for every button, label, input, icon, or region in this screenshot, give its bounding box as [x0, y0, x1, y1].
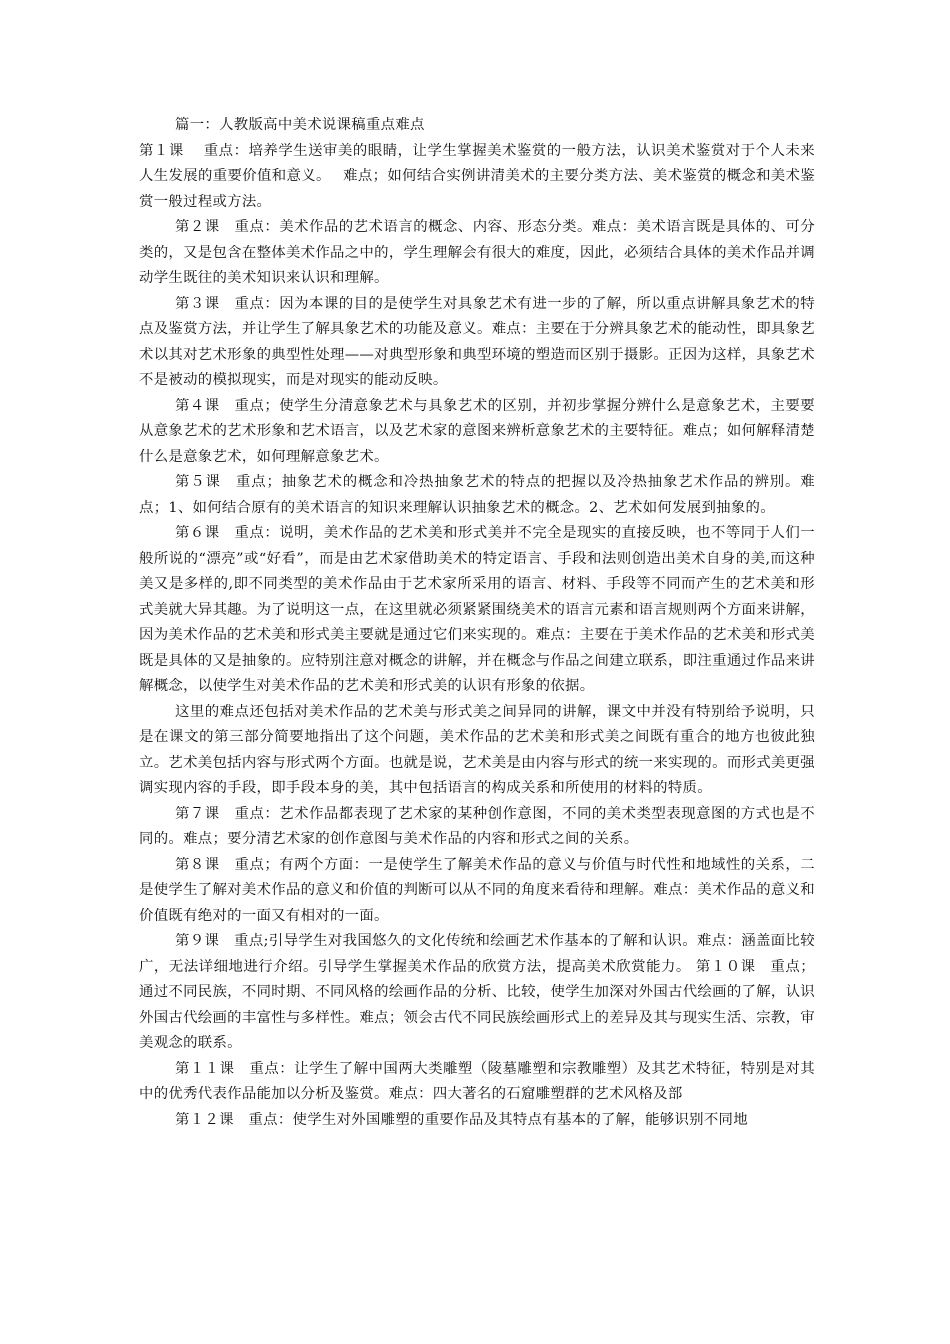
paragraph-lesson-8: 第８课 重点；有两个方面：一是使学生了解美术作品的意义与价值与时代性和地域性的关系，二是使学生了解对美术作品的意义和价值的判断可以从不同的角度来看待和理解。难点：美术作品的意义和价值既有绝对的一面又有相对的一面。: [139, 856, 815, 924]
document-title: 篇一：人教版高中美术说课稿重点难点: [175, 117, 425, 133]
paragraph-lesson-1: 第１课 重点：培养学生送审美的眼睛，让学生掌握美术鉴赏的一般方法，认识美术鉴赏对于个人未来人生发展的重要价值和意义。 难点；如何结合实例讲清美术的主要分类方法、美术鉴赏的概念和美术鉴赏一般过程或方法。: [139, 142, 815, 210]
paragraph-lesson-5: 第５课 重点；抽象艺术的概念和冷热抽象艺术的特点的把握以及冷热抽象艺术作品的辨別。难点；1、如何结合原有的美术语言的知识来理解认识抽象艺术的概念。2、艺术如何发展到抽象的。: [139, 474, 815, 516]
paragraph-lesson-2: 第２课 重点：美术作品的艺术语言的概念、内容、形态分类。难点：美术语言既是具体的、可分类的，又是包含在整体美术作品之中的，学生理解会有很大的难度，因此，必须结合具体的美术作品并调动学生既往的美术知识来认识和理解。: [139, 219, 815, 286]
document-body: [139, 113, 815, 1133]
paragraph-lesson-12: 第１２课 重点：使学生对外国雕塑的重要作品及其特点有基本的了解，能够识别不同地: [175, 1111, 748, 1128]
paragraph-lesson-11: 第１１课 重点：让学生了解中国两大类雕塑（陵墓雕塑和宗教雕塑）及其艺术特征，特别是对其中的优秀代表作品能加以分析及鉴赏。难点：四大著名的石窟雕塑群的艺术风格及部: [139, 1060, 815, 1102]
paragraph-lesson-6-continued: 这里的难点还包括对美术作品的艺术美与形式美之间异同的讲解，课文中并没有特别给予说明，只是在课文的第三部分简要地指出了这个问题，美术作品的艺术美和形式美之间既有重合的地方也彼此独立。艺术美包括内容与形式两个方面。也就是说，艺术美是由内容与形式的统一来实现的。而形式美更强调实现内容的手段，即手段本身的美，其中包括语言的构成关系和所使用的材料的特质。: [139, 703, 815, 796]
paragraph-lesson-7: 第７课 重点：艺术作品都表现了艺术家的某种创作意图，不同的美术类型表现意图的方式也是不同的。难点；要分清艺术家的创作意图与美术作品的内容和形式之间的关系。: [139, 805, 815, 847]
paragraph-lesson-3: 第３课 重点：因为本课的目的是使学生对具象艺术有进一步的了解，所以重点讲解具象艺术的特点及鉴赏方法，并让学生了解具象艺术的功能及意义。难点：主要在于分辨具象艺术的能动性，即具象艺术以其对艺术形象的典型性处理——对典型形象和典型环境的塑造而区别于摄影。正因为这样，具象艺术不是被动的模拟现实，而是对现实的能动反映。: [139, 295, 815, 388]
paragraph-lesson-6: 第６课 重点：说明，美术作品的艺术美和形式美并不完全是现实的直接反映，也不等同于人们一般所说的“漂亮”或“好看”，而是由艺术家借助美术的特定语言、手段和法则创造出美术自身的美,而这种美又是多样的,即不同类型的美术作品由于艺术家所采用的语言、材料、手段等不同而产生的艺术美和形式美就大异其趣。为了说明这一点，在这里就必须紧紧围绕美术的语言元素和语言规则两个方面来讲解，因为美术作品的艺术美和形式美主要就是通过它们来实现的。难点：主要在于美术作品的艺术美和形式美既是具体的又是抽象的。应特别注意对概念的讲解，并在概念与作品之间建立联系，即注重通过作品来讲解概念，以使学生对美术作品的艺术美和形式美的认识有形象的依据。: [139, 525, 815, 694]
paragraph-lesson-9-10: 第９课 重点;引导学生对我国悠久的文化传统和绘画艺术作基本的了解和认识。难点：涵盖面比较广，无法详细地进行介绍。引导学生掌握美术作品的欣赏方法，提高美术欣赏能力。 第１０课 重点；通过不同民族，不同时期、不同风格的绘画作品的分析、比较，使学生加深对外国古代绘画的了解，认识外国古代绘画的丰富性与多样性。难点；领会古代不同民族绘画形式上的差异及其与现实生活、宗教，审美观念的联系。: [139, 933, 815, 1051]
paragraph-lesson-4: 第４课 重点；使学生分清意象艺术与具象艺术的区别，并初步掌握分辨什么是意象艺术，主要要从意象艺术的艺术形象和艺术语言，以及艺术家的意图来辨析意象艺术的主要特征。难点；如何解释清楚什么是意象艺术，如何理解意象艺术。: [139, 397, 815, 465]
